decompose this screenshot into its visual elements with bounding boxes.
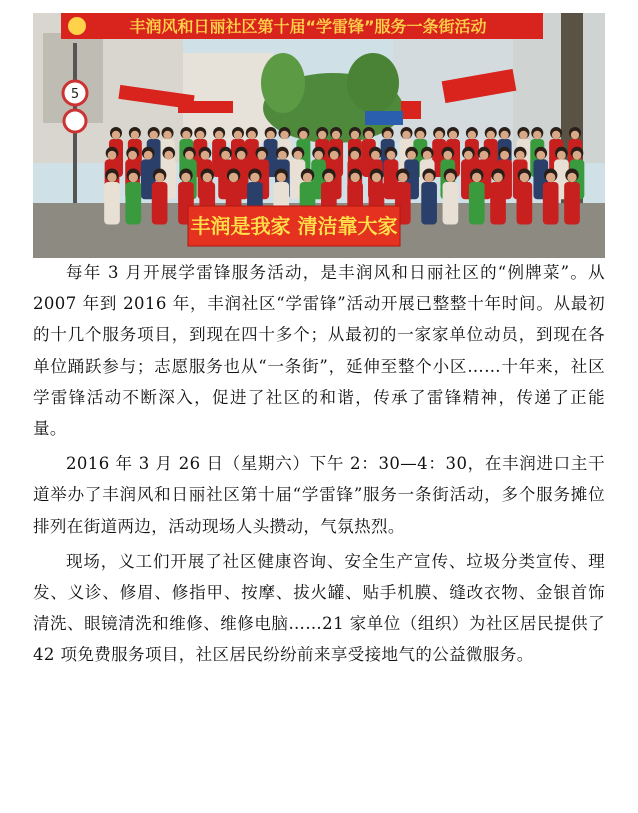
paragraph-2: 2016 年 3 月 26 日（星期六）下午 2：30—4：30，在丰润进口主干道举办了丰润风和日丽社区第十届“学雷锋”服务一条街活动，多个服务摊位排列在街道两边，活动现场人头攒动，气氛热烈。 <box>33 454 605 536</box>
front-banner-text: 丰润是我家 清洁靠大家 <box>190 214 398 238</box>
svg-text:5: 5 <box>70 87 80 102</box>
paragraph-3: 现场，义工们开展了社区健康咨询、安全生产宣传、垃圾分类宣传、理发、义诊、修眉、修指甲、按摩、拔火罐、贴手机膜、缝改衣物、金银首饰清洗、眼镜清洗和维修、维修电脑……21 家单位（组织）为社区居民提供了 42 项免费服务项目，社区居民纷纷前来享受接地气的公益微服务。 <box>33 551 605 665</box>
article-body <box>33 257 605 675</box>
group-photo <box>33 13 605 258</box>
top-banner-text: 丰润风和日丽社区第十届“学雷锋”服务一条街活动 <box>129 17 487 36</box>
paragraph-1: 每年 3 月开展学雷锋服务活动，是丰润风和日丽社区的“例牌菜”。从 2007 年到 2016 年，丰润社区“学雷锋”活动开展已整整十年时间。从最初的十几个服务项目，到现在四十多个；从最初的一家家单位动员，到现在各单位踊跃参与；志愿服务也从“一条街”，延伸至整个小区……十年来，社区学雷锋活动不断深入，促进了社区的和谐，传承了雷锋精神，传递了正能量。 <box>33 263 605 439</box>
